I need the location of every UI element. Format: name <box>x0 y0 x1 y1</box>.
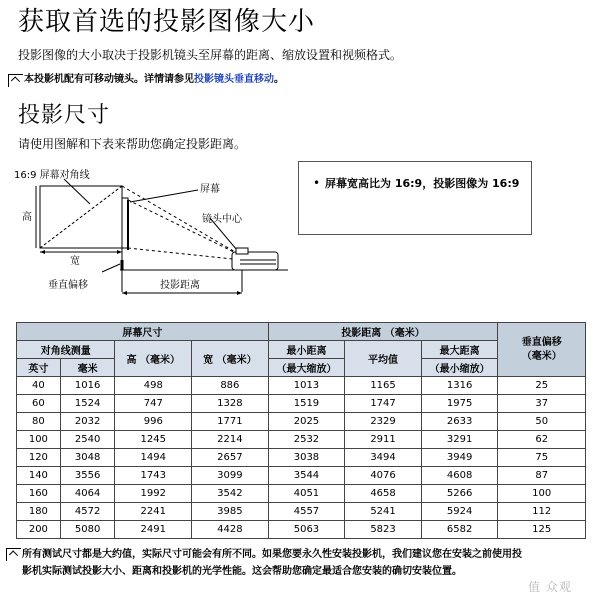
table-row <box>17 431 586 449</box>
table-cell: 120 <box>17 449 61 467</box>
table-cell: 3099 <box>192 467 269 485</box>
lens-label: 镜头中心 <box>202 214 242 225</box>
note-icon <box>8 74 23 87</box>
table-row <box>17 485 586 503</box>
lens-note <box>24 73 284 87</box>
aspect-ratio-text: 屏幕宽高比为 16:9，投影图像为 16:9 <box>325 177 520 190</box>
table-cell: 5924 <box>421 503 498 521</box>
page-title: 获取首选的投影图像大小 <box>18 7 316 37</box>
table-row <box>17 467 586 485</box>
table-cell: 1016 <box>60 377 115 395</box>
diag-measure-header: 对角线测量 <box>17 341 115 359</box>
table-row <box>17 503 586 521</box>
max-distance-header: 最大距离 <box>421 341 498 359</box>
table-cell: 200 <box>17 521 61 539</box>
table-cell: 1992 <box>115 485 192 503</box>
table-row <box>17 395 586 413</box>
table-cell: 1316 <box>421 377 498 395</box>
table-cell: 4658 <box>345 485 422 503</box>
offset-header <box>498 323 586 377</box>
avg-header: 平均值 <box>345 341 422 377</box>
offset-header-text: 垂直偏移 （毫米） <box>521 336 562 362</box>
watermark: 值 众观 <box>528 580 572 594</box>
width-mm-header: 宽 （毫米） <box>192 341 269 377</box>
table-cell: 87 <box>498 467 586 485</box>
table-cell: 125 <box>498 521 586 539</box>
table-cell: 3038 <box>268 449 345 467</box>
table-cell: 37 <box>498 395 586 413</box>
table-cell: 1165 <box>345 377 422 395</box>
table-cell: 1494 <box>115 449 192 467</box>
table-cell: 2241 <box>115 503 192 521</box>
table-cell: 3544 <box>268 467 345 485</box>
min-distance-sub: （最大缩放） <box>268 359 345 377</box>
table-cell: 886 <box>192 377 269 395</box>
table-cell: 1524 <box>60 395 115 413</box>
table-row <box>17 449 586 467</box>
table-cell: 60 <box>17 395 61 413</box>
table-cell: 747 <box>115 395 192 413</box>
aspect-ratio-box <box>298 161 532 235</box>
table-cell: 1747 <box>345 395 422 413</box>
mm-header: 毫米 <box>60 359 115 377</box>
table-cell: 3985 <box>192 503 269 521</box>
min-distance-header: 最小距离 <box>268 341 345 359</box>
table-cell: 160 <box>17 485 61 503</box>
table-cell: 3949 <box>421 449 498 467</box>
height-mm-header: 高 （毫米） <box>115 341 192 377</box>
table-cell: 1013 <box>268 377 345 395</box>
table-cell: 62 <box>498 431 586 449</box>
table-cell: 5266 <box>421 485 498 503</box>
table-cell: 80 <box>17 413 61 431</box>
table-row <box>17 377 586 395</box>
table-cell: 1328 <box>192 395 269 413</box>
table-cell: 2032 <box>60 413 115 431</box>
table-cell: 1519 <box>268 395 345 413</box>
table-cell: 2540 <box>60 431 115 449</box>
distance-header: 投影距离 （毫米） <box>268 323 498 341</box>
table-cell: 996 <box>115 413 192 431</box>
table-cell: 100 <box>17 431 61 449</box>
table-cell: 3494 <box>345 449 422 467</box>
page-subtitle: 投影图像的大小取决于投影机镜头至屏幕的距离、缩放设置和视频格式。 <box>18 48 403 62</box>
distance-label: 投影距离 <box>160 280 200 291</box>
table-cell: 5823 <box>345 521 422 539</box>
table-cell: 4064 <box>60 485 115 503</box>
table-cell: 4572 <box>60 503 115 521</box>
table-cell: 140 <box>17 467 61 485</box>
projection-diagram <box>10 160 300 320</box>
measurement-note <box>22 546 592 580</box>
height-label: 高 <box>22 212 32 223</box>
table-cell: 498 <box>115 377 192 395</box>
max-distance-sub: （最小缩放） <box>421 359 498 377</box>
intro-text: 请使用图解和下表来帮助您确定投影距离。 <box>18 137 247 151</box>
table-cell: 4076 <box>345 467 422 485</box>
table-cell: 3048 <box>60 449 115 467</box>
table-cell: 1975 <box>421 395 498 413</box>
table-cell: 4557 <box>268 503 345 521</box>
table-cell: 1245 <box>115 431 192 449</box>
lens-note-suffix: 。 <box>274 74 284 85</box>
table-cell: 100 <box>498 485 586 503</box>
table-cell: 40 <box>17 377 61 395</box>
section-title: 投影尺寸 <box>18 103 111 128</box>
table-cell: 180 <box>17 503 61 521</box>
measurement-note-line2: 影机实际测试投影大小、距离和投影机的光学性能。这会帮助您确定最适合您安装的确切安装位置。 <box>22 566 462 577</box>
table-cell: 112 <box>498 503 586 521</box>
table-cell: 3556 <box>60 467 115 485</box>
table-cell: 4608 <box>421 467 498 485</box>
table-cell: 50 <box>498 413 586 431</box>
table-cell: 5080 <box>60 521 115 539</box>
table-cell: 3542 <box>192 485 269 503</box>
table-cell: 2491 <box>115 521 192 539</box>
projector <box>232 252 278 270</box>
table-cell: 2633 <box>421 413 498 431</box>
table-cell: 25 <box>498 377 586 395</box>
bullet: • <box>313 176 321 190</box>
table-row <box>17 413 586 431</box>
table-cell: 2025 <box>268 413 345 431</box>
table-cell: 1743 <box>115 467 192 485</box>
lens-shift-link[interactable]: 投影镜头垂直移动 <box>194 74 274 85</box>
table-cell: 2214 <box>192 431 269 449</box>
note-icon <box>6 548 21 561</box>
table-cell: 5241 <box>345 503 422 521</box>
inch-header: 英寸 <box>17 359 61 377</box>
screen-size-header: 屏幕尺寸 <box>17 323 269 341</box>
table-cell: 1771 <box>192 413 269 431</box>
table-cell: 2911 <box>345 431 422 449</box>
screen-label: 屏幕 <box>200 184 220 195</box>
table-cell: 6582 <box>421 521 498 539</box>
table-cell: 2657 <box>192 449 269 467</box>
table-cell: 4051 <box>268 485 345 503</box>
table-cell: 2329 <box>345 413 422 431</box>
measurement-note-line1: 所有测试尺寸都是大约值，实际尺寸可能会有所不同。如果您要永久性安装投影机，我们建议您在安装之前使用投 <box>22 549 522 560</box>
projection-table <box>16 322 586 539</box>
offset-label: 垂直偏移 <box>48 280 88 291</box>
table-cell: 5063 <box>268 521 345 539</box>
table-cell: 4428 <box>192 521 269 539</box>
table-cell: 75 <box>498 449 586 467</box>
table-cell: 2532 <box>268 431 345 449</box>
diag-label: 16:9 屏幕对角线 <box>14 170 90 181</box>
lens-note-text: 本投影机配有可移动镜头。详情请参见 <box>24 74 194 85</box>
table-row <box>17 521 586 539</box>
table-cell: 3291 <box>421 431 498 449</box>
table-body <box>17 377 586 539</box>
width-label: 宽 <box>70 256 80 267</box>
